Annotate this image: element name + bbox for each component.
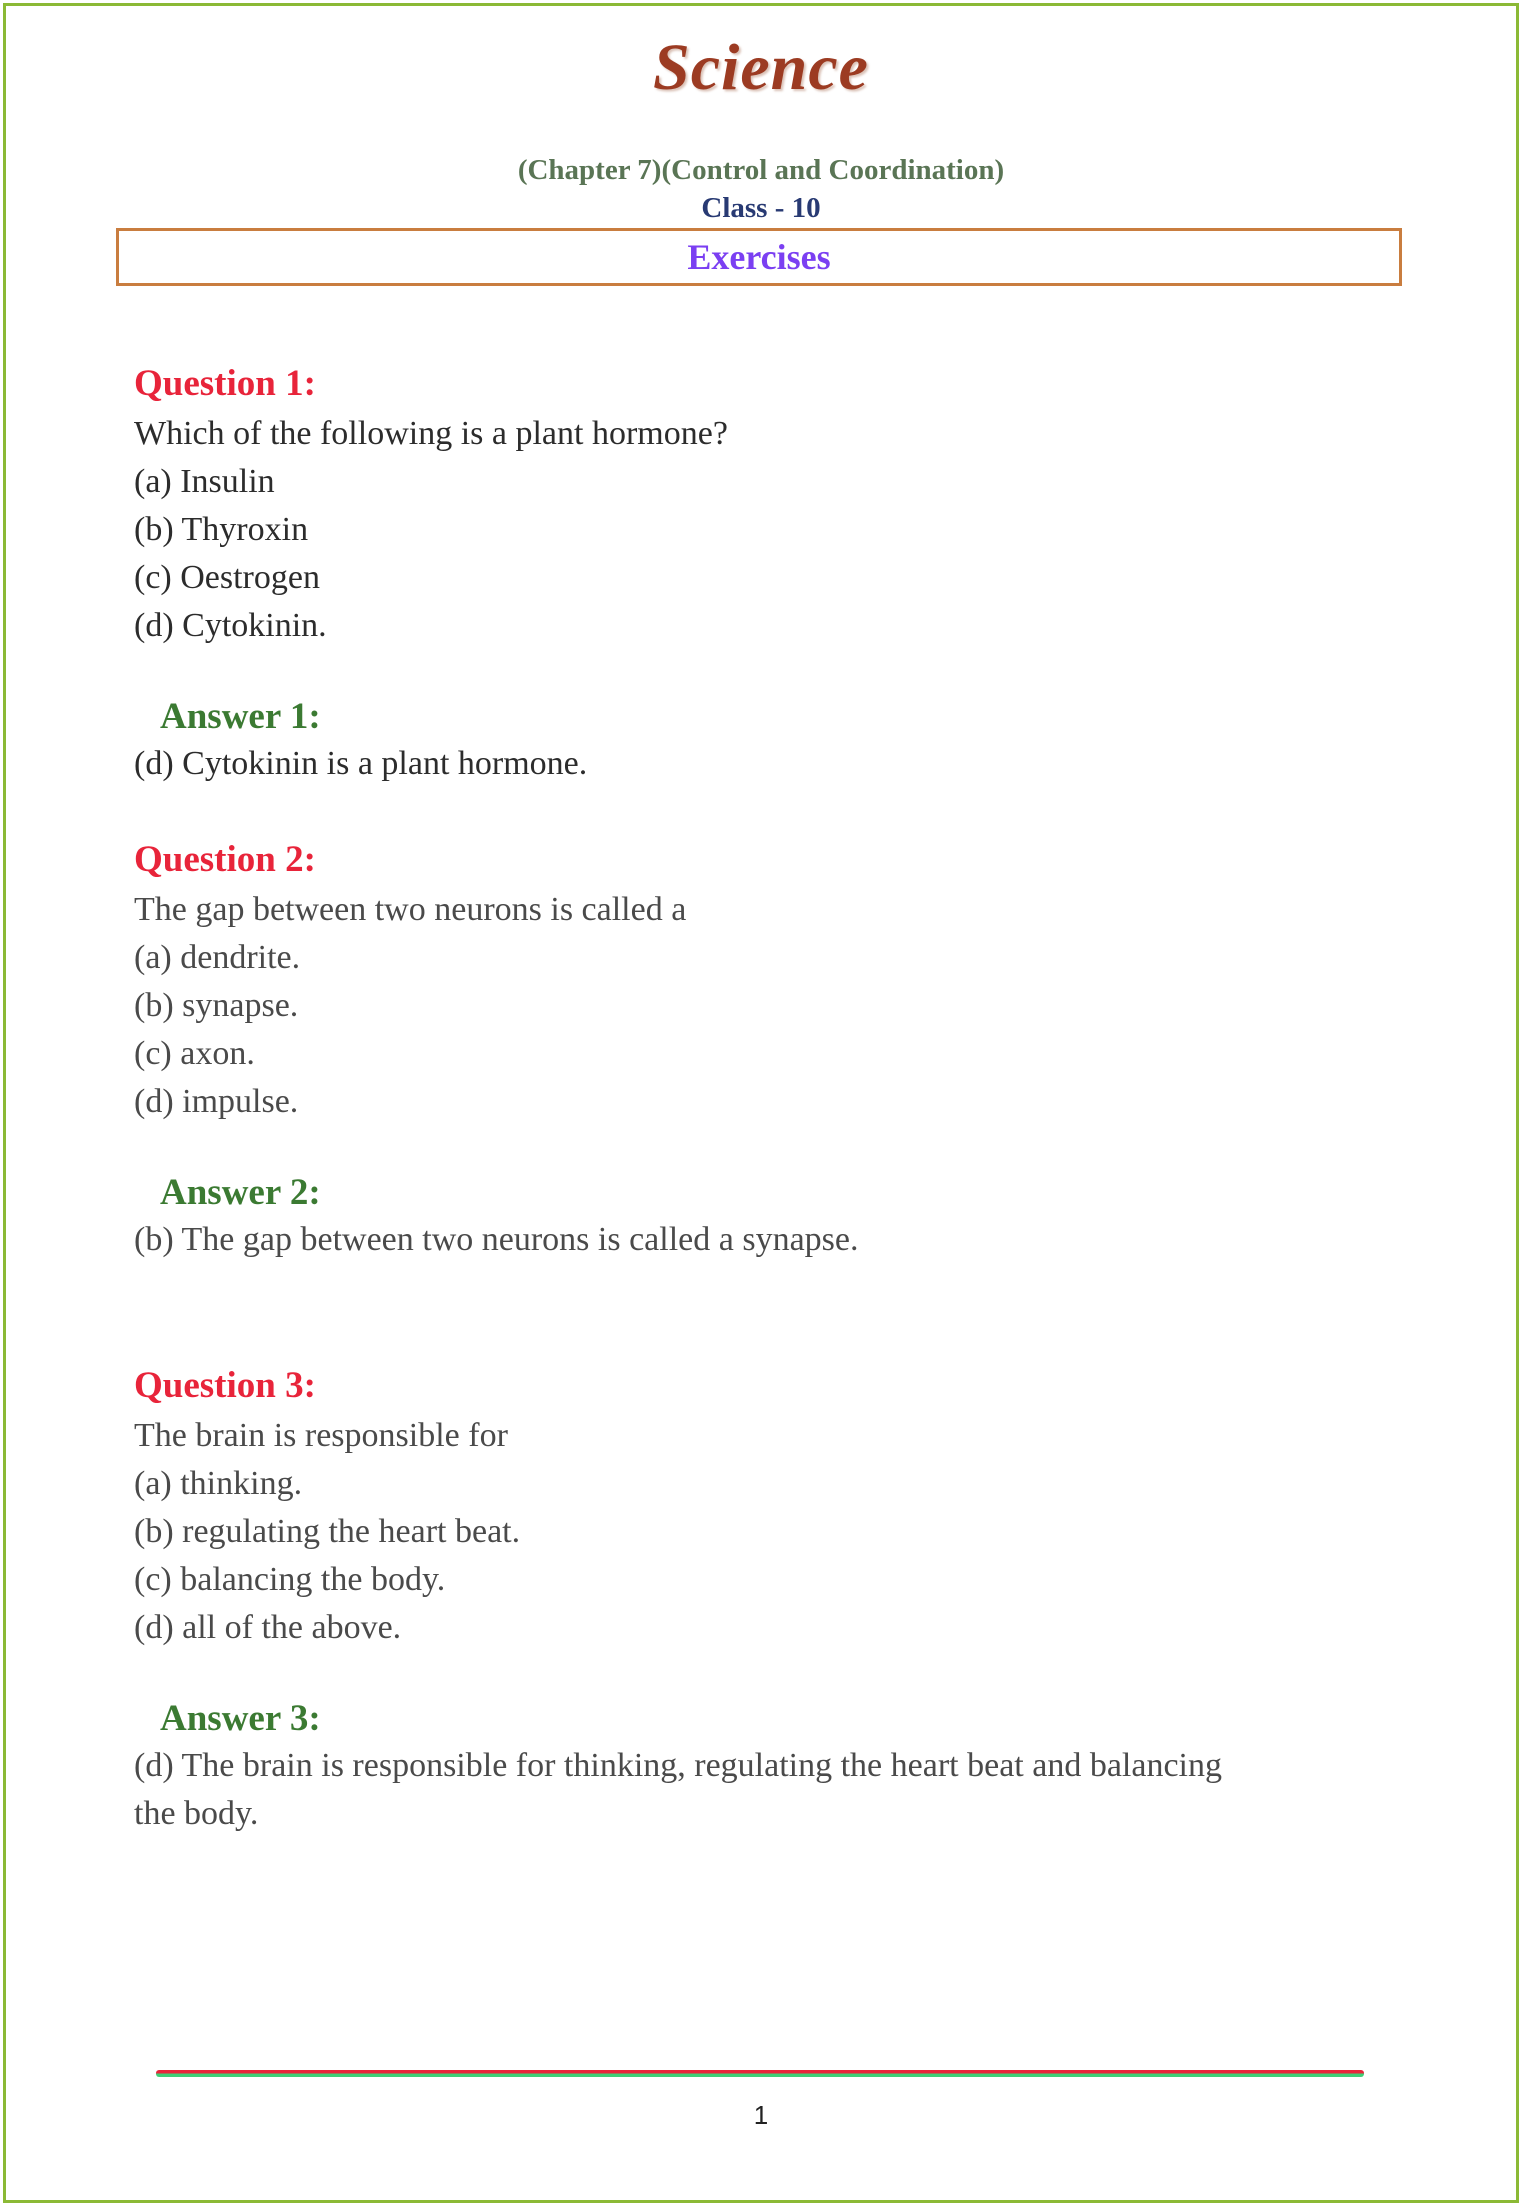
page-number: 1	[753, 2100, 769, 2130]
question-heading: Question 1:	[134, 363, 316, 404]
option-c: (c) Oestrogen	[134, 559, 320, 596]
answer-heading: Answer 1:	[160, 696, 321, 737]
section-title: Exercises	[687, 237, 831, 277]
section-banner	[116, 228, 1402, 286]
option-b: (b) Thyroxin	[134, 511, 309, 548]
question-prompt: Which of the following is a plant hormone?	[134, 415, 728, 452]
chapter-subtitle: (Chapter 7)(Control and Coordination)	[517, 154, 1005, 186]
footer-divider	[156, 2070, 1364, 2077]
answer-heading: Answer 2:	[160, 1172, 321, 1213]
answer-text-line-2: the body.	[134, 1795, 259, 1832]
answer-text-line-1: (d) The brain is responsible for thinking, regulating the heart beat and balancing	[134, 1747, 1222, 1784]
answer-block-1	[134, 694, 1394, 788]
class-label: Class - 10	[701, 192, 821, 224]
question-heading: Question 3:	[134, 1365, 316, 1406]
option-d: (d) all of the above.	[134, 1609, 402, 1646]
option-d: (d) Cytokinin.	[134, 607, 327, 644]
question-prompt: The gap between two neurons is called a	[134, 891, 687, 928]
option-b: (b) synapse.	[134, 987, 299, 1024]
answer-block-3	[134, 1696, 1394, 1838]
question-block-1	[134, 358, 1394, 650]
option-c: (c) balancing the body.	[134, 1561, 446, 1598]
option-a: (a) thinking.	[134, 1465, 303, 1502]
option-a: (a) Insulin	[134, 463, 275, 500]
answer-text: (b) The gap between two neurons is called a synapse.	[134, 1221, 859, 1258]
page-title: Science	[653, 31, 869, 104]
question-block-3	[134, 1360, 1394, 1652]
question-prompt: The brain is responsible for	[134, 1417, 508, 1454]
answer-text: (d) Cytokinin is a plant hormone.	[134, 745, 588, 782]
answer-block-2	[134, 1170, 1394, 1264]
question-heading: Question 2:	[134, 839, 316, 880]
option-c: (c) axon.	[134, 1035, 255, 1072]
exercise-content	[134, 358, 1394, 1838]
answer-heading: Answer 3:	[160, 1698, 321, 1739]
option-a: (a) dendrite.	[134, 939, 301, 976]
option-b: (b) regulating the heart beat.	[134, 1513, 521, 1550]
option-d: (d) impulse.	[134, 1083, 299, 1120]
question-block-2	[134, 834, 1394, 1126]
